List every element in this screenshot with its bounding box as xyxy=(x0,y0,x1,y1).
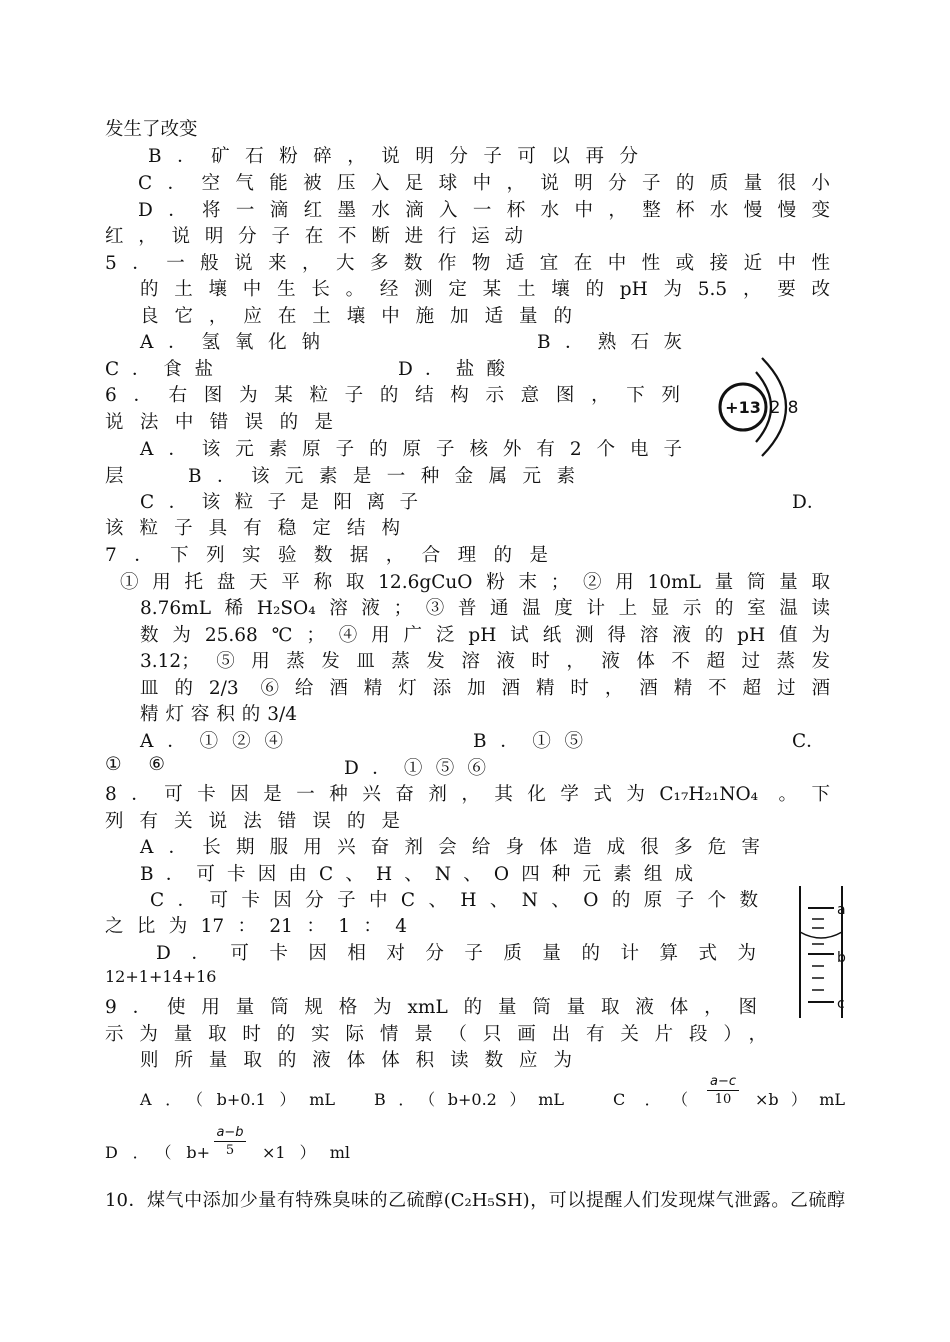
option-c: C． xyxy=(792,731,825,752)
text-line: ×1）ml xyxy=(262,1143,350,1162)
text-line: 列有关说法错误的是 xyxy=(105,811,400,832)
option-b: B．可卡因由C、H、N、O四种元素组成 xyxy=(140,864,693,885)
option-d: D．可卡因相对分子质量的计算式为 xyxy=(156,943,756,964)
question-9: 9．使用量筒规格为xmL的量筒量取液体，图 xyxy=(105,997,757,1018)
text-line: ①⑥ xyxy=(105,754,165,775)
question-6: 6．右图为某粒子的结构示意图，下列 xyxy=(105,385,680,406)
text-line: 数为25.68℃；④用广泛pH试纸测得溶液的pH值为 xyxy=(140,625,830,646)
option-b: B．①⑤ xyxy=(473,731,583,752)
mark-a-label: a xyxy=(837,902,846,918)
atom-structure-diagram xyxy=(712,346,804,466)
option-b: B．矿石粉碎，说明分子可以再分 xyxy=(148,146,638,167)
text-line: 8.76mL稀H₂SO₄溶液；③普通温度计上显示的室温读 xyxy=(140,598,830,619)
option-d: D．（b+ xyxy=(105,1143,210,1162)
option-b: B．熟石灰 xyxy=(537,332,682,353)
option-a: A．①②④ xyxy=(140,731,283,752)
text-line: 良它，应在土壤中施加适量的 xyxy=(140,306,572,327)
option-a: A．该元素原子的原子核外有2个电子 xyxy=(140,439,682,460)
mark-b-label: b xyxy=(837,950,846,966)
text-line: 该粒子具有稳定结构 xyxy=(105,518,400,539)
shell-2-electrons: 8 xyxy=(787,398,799,418)
text-line: 精灯容积的3/4 xyxy=(140,704,297,725)
option-d: D．盐酸 xyxy=(398,359,505,380)
shell-1-electrons: 2 xyxy=(769,398,781,418)
text-line: 红，说明分子在不断进行运动 xyxy=(105,226,523,247)
option-d: D． xyxy=(792,492,826,513)
graduated-cylinder-diagram xyxy=(790,884,852,1020)
option-c: C．空气能被压入足球中，说明分子的质量很小 xyxy=(138,173,830,194)
nucleus-charge: +13 xyxy=(725,398,761,417)
fraction-c: a−c 10 xyxy=(703,1074,743,1107)
option-c: C．（ xyxy=(613,1090,688,1109)
option-c: C．可卡因分子中C、H、N、O的原子个数 xyxy=(150,890,758,911)
fraction-d: a−b 5 xyxy=(210,1125,250,1158)
text-line: 12+1+14+16 xyxy=(105,967,217,986)
option-c: C．该粒子是阳离子 xyxy=(140,492,418,513)
mark-c-label: c xyxy=(837,996,845,1012)
text-line: 说法中错误的是 xyxy=(105,412,333,433)
text-line: 层 xyxy=(105,466,124,487)
question-8: 8．可卡因是一种兴奋剂，其化学式为C₁₇H₂₁NO₄ 。下 xyxy=(105,784,830,805)
option-b: B．（b+0.2）mL xyxy=(374,1090,564,1109)
text-line: 的土壤中生长。经测定某土壤的pH为5.5，要改 xyxy=(140,279,830,300)
option-a: A．长期服用兴奋剂会给身体造成很多危害 xyxy=(140,837,760,858)
text-line: 之比为17：21：1：4 xyxy=(105,916,407,937)
question-5: 5．一般说来，大多数作物适宜在中性或接近中性 xyxy=(105,253,830,274)
text-line: ①用托盘天平称取12.6gCuO粉末；②用10mL量筒量取 xyxy=(120,572,830,593)
text-line: 3.12；⑤用蒸发皿蒸发溶液时，液体不超过蒸发 xyxy=(140,651,830,672)
meniscus xyxy=(800,932,842,938)
text-line: ×b）mL xyxy=(755,1090,845,1109)
option-c: C．食盐 xyxy=(105,359,213,380)
option-b: B．该元素是一种金属元素 xyxy=(188,466,575,487)
text-line: 发生了改变 xyxy=(105,119,198,140)
option-a: A．（b+0.1）mL xyxy=(140,1090,335,1109)
question-7: 7．下列实验数据，合理的是 xyxy=(105,545,548,566)
option-d: D．①⑤⑥ xyxy=(344,758,486,779)
text-line: 示为量取时的实际情景（只画出有关片段）， xyxy=(105,1024,767,1045)
question-10: 10．煤气中添加少量有特殊臭味的乙硫醇(C₂H₅SH)，可以提醒人们发现煤气泄露。乙硫醇 xyxy=(105,1190,845,1211)
text-line: 皿的2/3 ⑥给酒精灯添加酒精时，酒精不超过酒 xyxy=(140,678,830,699)
option-a: A．氢氧化钠 xyxy=(140,332,320,353)
text-line: 则所量取的液体体积读数应为 xyxy=(140,1050,572,1071)
option-d: D．将一滴红墨水滴入一杯水中，整杯水慢慢变 xyxy=(138,200,830,221)
